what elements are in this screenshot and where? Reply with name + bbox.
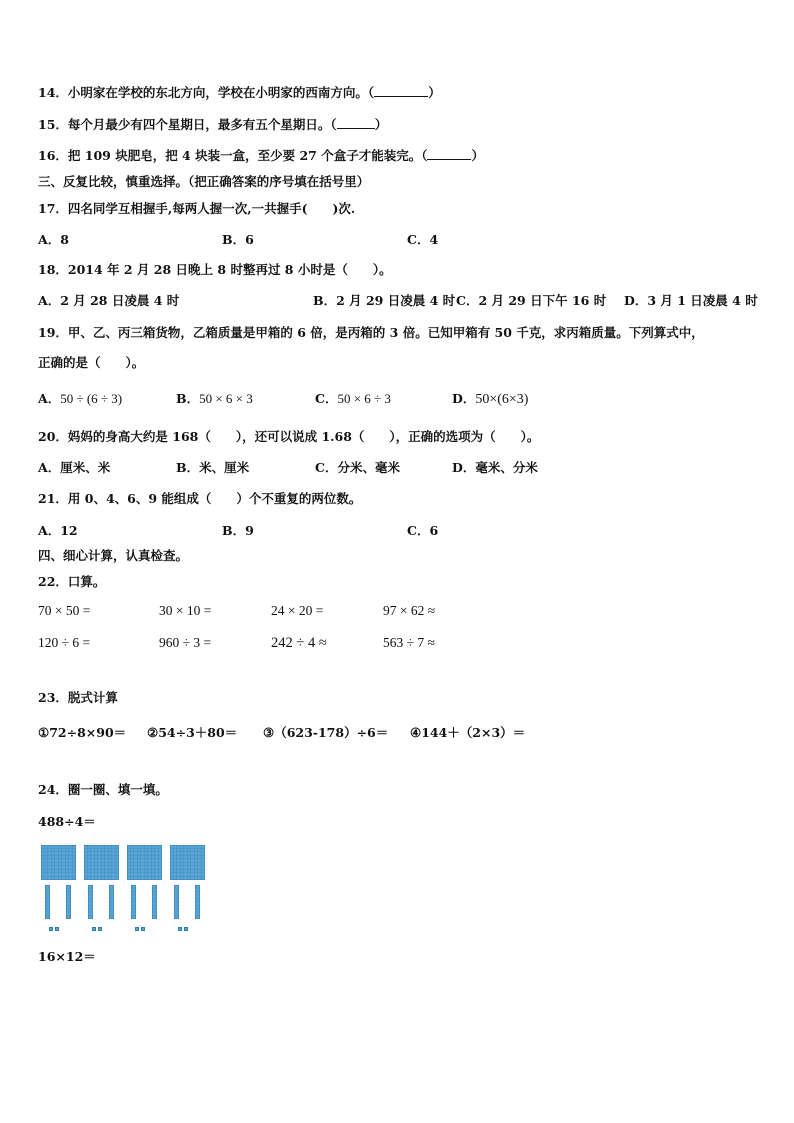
q24-expression-1: 488÷4＝ <box>38 814 96 829</box>
q22-item-8: 563 ÷ 7 ≈ <box>383 635 435 650</box>
unit-cube <box>184 927 188 931</box>
q16-number: 16． <box>38 148 68 163</box>
question-18-text: 18．2014 年 2 月 28 日晚上 8 时整再过 8 小时是（ ）。 <box>38 262 392 277</box>
unit-cube <box>49 927 53 931</box>
ten-rod <box>195 885 200 919</box>
q20-option-d[interactable]: D．毫米、分米 <box>452 460 538 475</box>
q17-option-a[interactable]: A．8 <box>38 232 69 247</box>
unit-cube <box>135 927 139 931</box>
q21-option-b[interactable]: B．9 <box>222 523 254 538</box>
question-15 <box>38 115 387 133</box>
q19-option-b-label: B． <box>176 391 200 406</box>
q15-close: ） <box>374 117 388 132</box>
q20-option-b[interactable]: B．米、厘米 <box>176 460 250 475</box>
question-19-line1: 19．甲、乙、丙三箱货物，乙箱质量是甲箱的 6 倍，是丙箱的 3 倍。已知甲箱有 50 千克，求丙箱质量。下列算式中， <box>38 325 704 340</box>
q14-answer-blank[interactable] <box>374 85 428 97</box>
ten-rod <box>45 885 50 919</box>
q15-answer-blank[interactable] <box>337 117 375 129</box>
q14-text: 小明家在学校的东北方向，学校在小明家的西南方向。 <box>67 85 368 100</box>
q16-answer-blank[interactable] <box>427 148 471 160</box>
question-20-text: 20．妈妈的身高大约是 168（ ），还可以说成 1.68（ ），正确的选项为（ ）。 <box>38 429 540 444</box>
unit-cube <box>141 927 145 931</box>
ten-rod <box>66 885 71 919</box>
question-23-title: 23．脱式计算 <box>38 690 118 705</box>
q19-option-d-label: D． <box>452 391 476 406</box>
hundred-flat-4 <box>170 845 205 880</box>
q23-item-4: ④144＋（2×3）＝ <box>410 725 526 740</box>
q23-item-1: ①72÷8×90＝ <box>38 725 127 740</box>
q19-option-a-label: A． <box>38 391 61 406</box>
ten-rod <box>109 885 114 919</box>
hundred-flat-1 <box>41 845 76 880</box>
section-3-heading: 三、反复比较，慎重选择。（把正确答案的序号填在括号里） <box>38 174 370 189</box>
q19-option-d[interactable] <box>452 389 528 408</box>
q22-item-1: 70 × 50 = <box>38 603 91 618</box>
q19-option-d-expr: 50×(6×3) <box>475 392 529 407</box>
q24-expression-2: 16×12＝ <box>38 949 96 964</box>
q21-option-c[interactable]: C．6 <box>407 523 439 538</box>
unit-cube <box>178 927 182 931</box>
q19-option-c-label: C． <box>315 391 338 406</box>
q14-number: 14． <box>38 85 68 100</box>
q15-open: （ <box>330 117 337 132</box>
section-4-heading: 四、细心计算，认真检查。 <box>38 548 189 563</box>
q22-item-7: 242 ÷ 4 ≈ <box>271 635 327 651</box>
q19-option-c-expr: 50 × 6 ÷ 3 <box>337 391 391 406</box>
q15-text: 每个月最少有四个星期日，最多有五个星期日。 <box>67 117 331 132</box>
ten-rod <box>174 885 179 919</box>
ten-rod <box>131 885 136 919</box>
q20-option-c[interactable]: C．分米、毫米 <box>315 460 400 475</box>
q17-option-c[interactable]: C．4 <box>407 232 439 247</box>
q14-close: ） <box>428 85 441 100</box>
q16-close: ） <box>471 148 484 163</box>
q18-option-d[interactable]: D．3 月 1 日凌晨 4 时 <box>624 293 758 308</box>
q20-option-a[interactable]: A．厘米、米 <box>38 460 111 475</box>
q19-option-a[interactable] <box>38 389 122 407</box>
q16-open: （ <box>421 148 428 163</box>
q19-option-b[interactable] <box>176 389 253 407</box>
question-19-line2: 正确的是（ ）。 <box>38 355 145 370</box>
hundred-flat-2 <box>84 845 119 880</box>
q23-item-2: ②54÷3＋80＝ <box>147 725 238 740</box>
question-17-text: 17．四名同学互相握手,每两人握一次,一共握手( )次. <box>38 201 356 216</box>
question-22-title: 22．口算。 <box>38 574 106 589</box>
q18-option-c[interactable]: C．2 月 29 日下午 16 时 <box>456 293 607 308</box>
question-24-title: 24．圈一圈、填一填。 <box>38 782 168 797</box>
question-21-text: 21．用 0、4、6、9 能组成（ ）个不重复的两位数。 <box>38 491 362 506</box>
q19-option-b-expr: 50 × 6 × 3 <box>199 391 253 406</box>
question-14 <box>38 83 441 101</box>
q18-option-a[interactable]: A．2 月 28 日凌晨 4 时 <box>38 293 180 308</box>
q15-number: 15． <box>38 117 68 132</box>
q22-item-4: 97 × 62 ≈ <box>383 603 436 618</box>
q19-option-c[interactable] <box>315 389 391 407</box>
hundred-flat-3 <box>127 845 162 880</box>
q16-text: 把 109 块肥皂，把 4 块装一盒，至少要 27 个盒子才能装完。 <box>67 148 422 163</box>
q22-item-5: 120 ÷ 6 = <box>38 635 91 650</box>
q21-option-a[interactable]: A．12 <box>38 523 78 538</box>
unit-cube <box>92 927 96 931</box>
unit-cube <box>98 927 102 931</box>
q22-item-2: 30 × 10 = <box>159 603 212 618</box>
q14-open: （ <box>367 85 375 100</box>
q17-option-b[interactable]: B．6 <box>222 232 254 247</box>
q19-option-a-expr: 50 ÷ (6 ÷ 3) <box>60 391 123 406</box>
q18-option-b[interactable]: B．2 月 29 日凌晨 4 时 <box>313 293 456 308</box>
q22-item-3: 24 × 20 = <box>271 603 324 618</box>
q22-item-6: 960 ÷ 3 = <box>159 635 212 650</box>
q23-item-3: ③（623-178）÷6＝ <box>263 725 389 740</box>
ten-rod <box>152 885 157 919</box>
question-16 <box>38 146 484 164</box>
unit-cube <box>55 927 59 931</box>
ten-rod <box>88 885 93 919</box>
